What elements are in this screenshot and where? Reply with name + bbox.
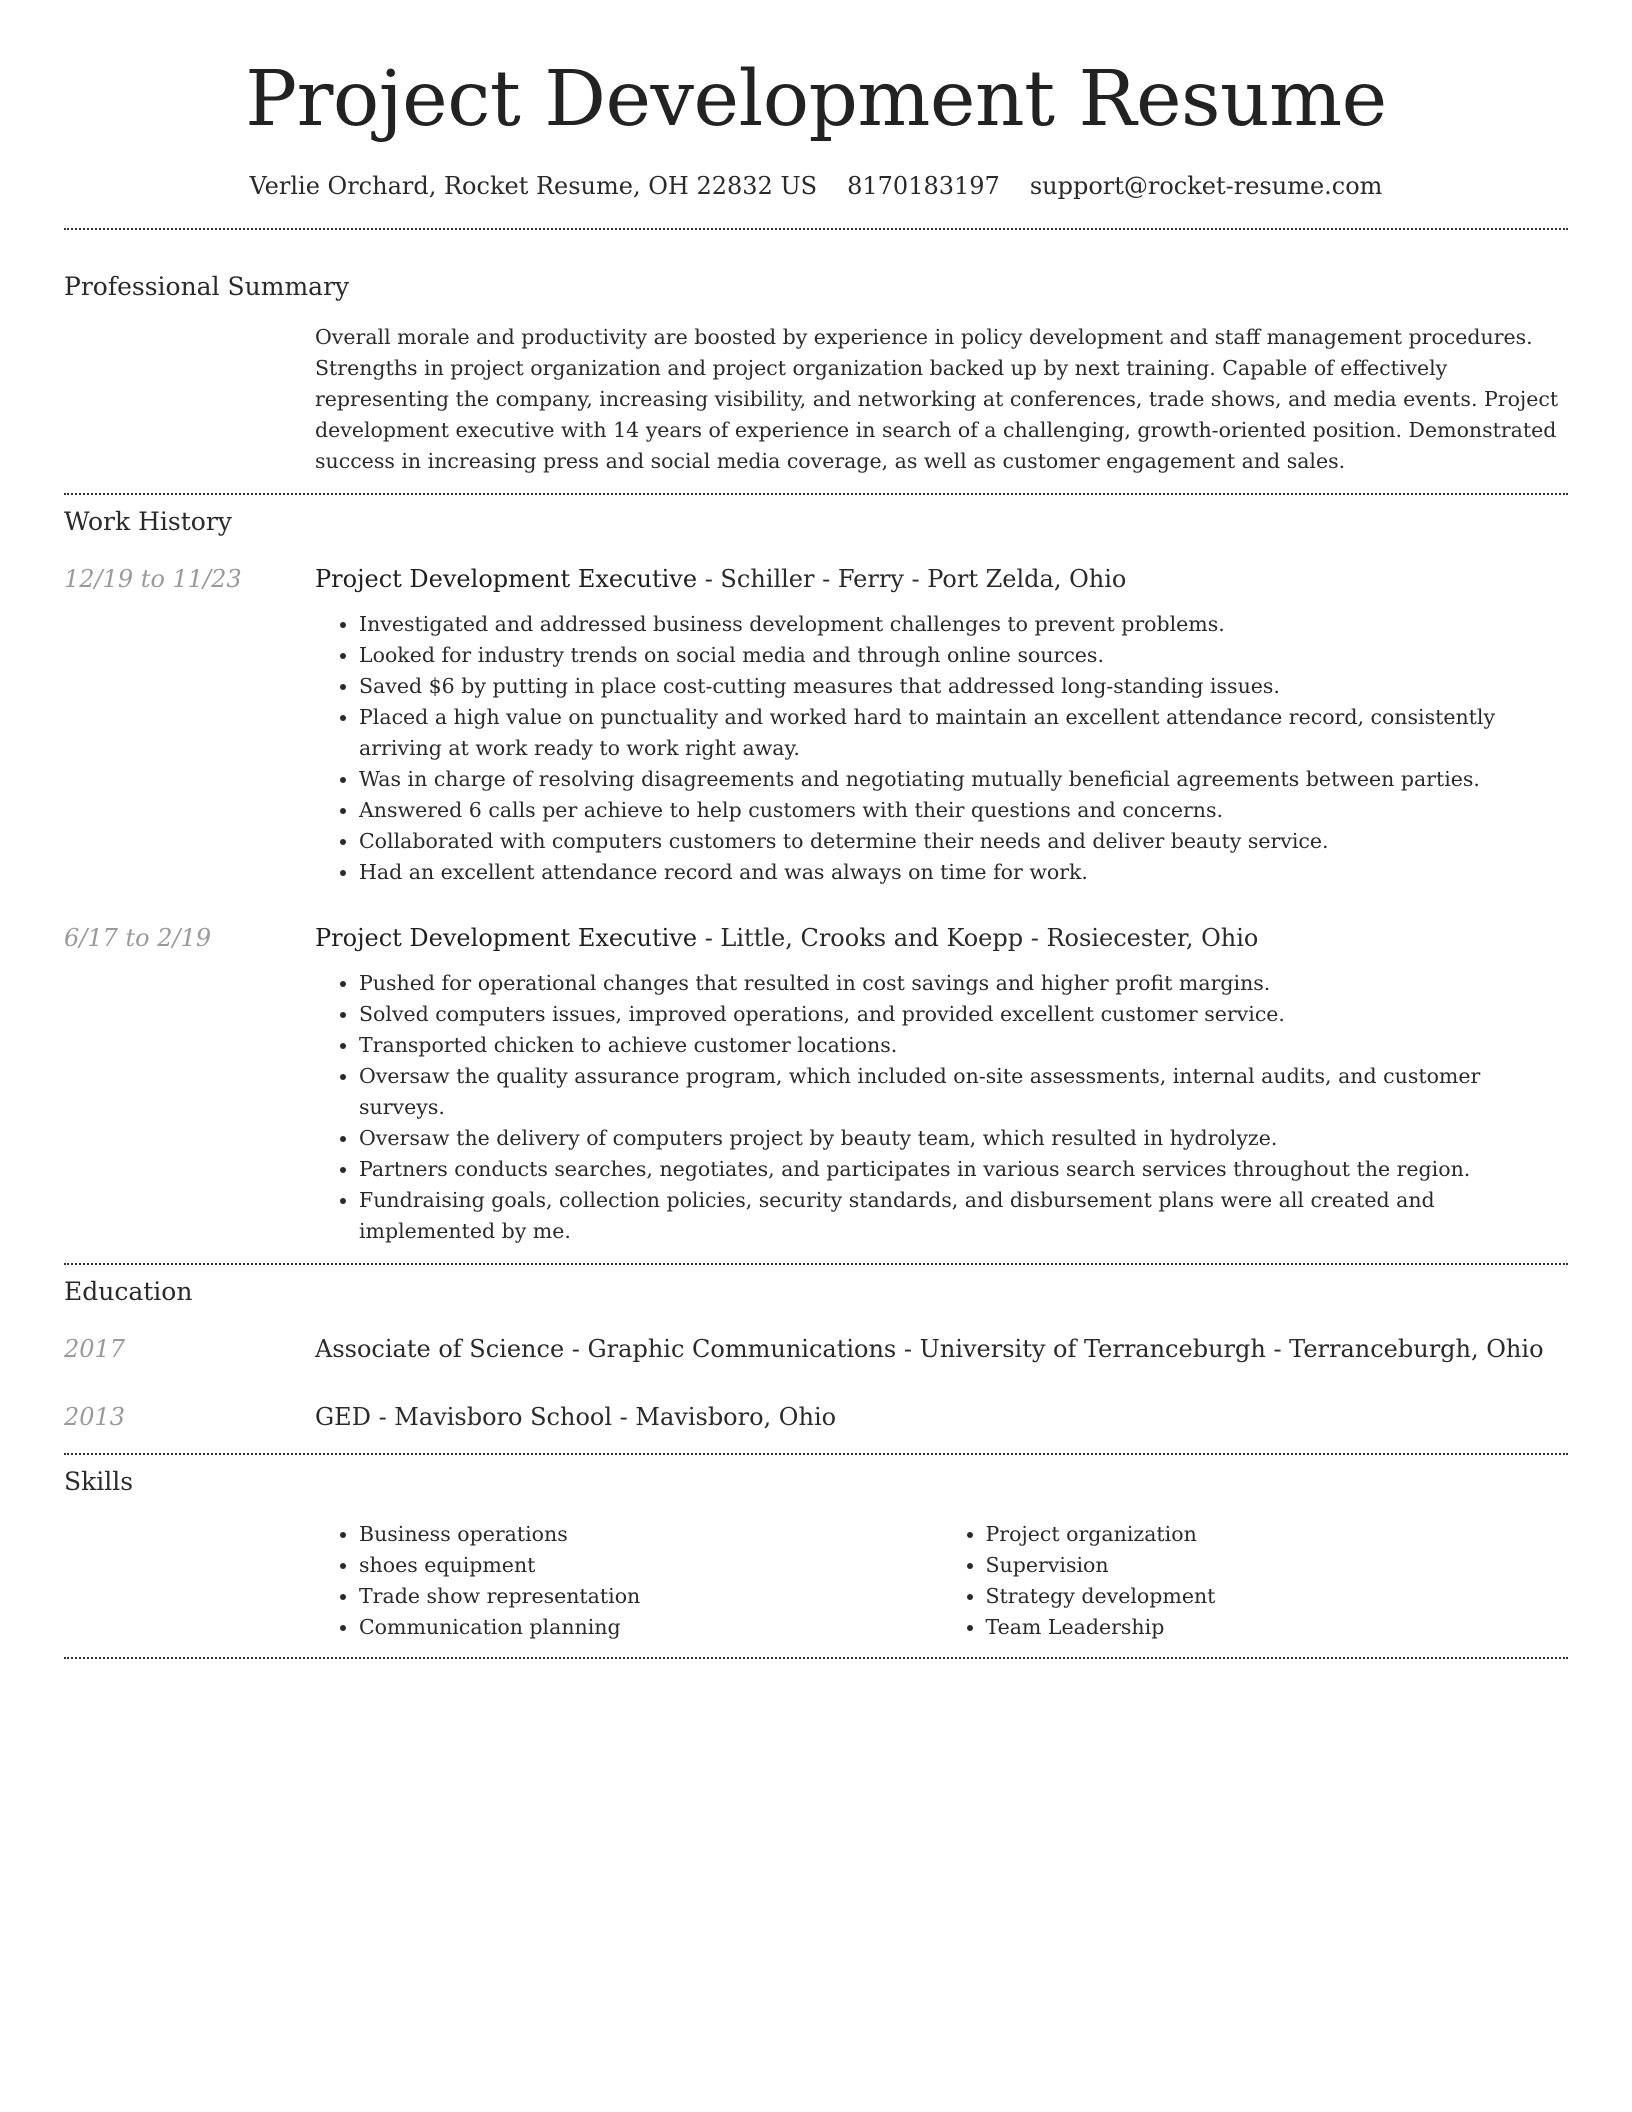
education-degree: GED: [315, 1403, 371, 1431]
job-employer: - Schiller - Ferry - Port Zelda, Ohio: [697, 565, 1127, 593]
job-bullet: • Pushed for operational changes that resulted in cost savings and higher profit margins.: [359, 968, 1568, 999]
skill-item: • Trade show representation: [359, 1581, 942, 1612]
education-school: - Mavisboro School - Mavisboro, Ohio: [370, 1403, 837, 1431]
job-dates: 12/19 to 11/23: [64, 565, 242, 593]
job-bullet: • Investigated and addressed business development challenges to prevent problems.: [359, 609, 1568, 640]
job-bullet: • Partners conducts searches, negotiates, and participates in various search services throughout the region.: [359, 1154, 1568, 1185]
skill-item: • Team Leadership: [986, 1612, 1569, 1643]
job-bullet: • Fundraising goals, collection policies, security standards, and disbursement plans were all created and implemented by me.: [359, 1185, 1568, 1247]
contact-phone: 8170183197: [847, 172, 1000, 200]
job-entry: [64, 563, 1568, 888]
work-history-section: [64, 505, 1568, 1247]
job-bullet: • Saved $6 by putting in place cost-cutting measures that addressed long-standing issues.: [359, 671, 1568, 702]
education-year: 2017: [64, 1335, 126, 1363]
skills-column-1: [315, 1519, 942, 1643]
divider: [64, 1657, 1568, 1659]
skills-grid: [315, 1519, 1568, 1643]
job-title: [315, 563, 1568, 595]
skills-section: [64, 1465, 1568, 1643]
skill-item: • Communication planning: [359, 1612, 942, 1643]
skill-item: • Project organization: [986, 1519, 1569, 1550]
job-entry: [64, 922, 1568, 1247]
skills-heading: Skills: [64, 1467, 134, 1496]
education-degree: Associate of Science - Graphic Communications: [315, 1335, 897, 1363]
summary-text: Overall morale and productivity are boosted by experience in policy development and staff management procedures. Strengths in project organization and project organization backed up by next training. Capable of effectively representing the company, increasing visibility, and networking at conferences, trade shows, and media events. Project development executive with 14 years of experience in search of a challenging, growth-oriented position. Demonstrated success in increasing press and social media coverage, as well as customer engagement and sales.: [315, 325, 1559, 473]
divider: [64, 228, 1568, 230]
summary-heading: Professional Summary: [64, 272, 350, 301]
job-bullet: • Was in charge of resolving disagreements and negotiating mutually beneficial agreements between parties.: [359, 764, 1568, 795]
contact-line: [64, 170, 1568, 202]
resume-title: Project Development Resume: [245, 55, 1387, 144]
divider: [64, 1263, 1568, 1265]
job-bullets: [315, 609, 1568, 888]
job-bullet: • Oversaw the delivery of computers project by beauty team, which resulted in hydrolyze.: [359, 1123, 1568, 1154]
job-bullet: • Had an excellent attendance record and was always on time for work.: [359, 857, 1568, 888]
resume-header: [64, 0, 1568, 202]
job-bullet: • Solved computers issues, improved operations, and provided excellent customer service.: [359, 999, 1568, 1030]
job-role: Project Development Executive: [315, 924, 698, 952]
job-dates: 6/17 to 2/19: [64, 924, 212, 952]
job-bullet: • Placed a high value on punctuality and worked hard to maintain an excellent attendance record, consistently arriving at work ready to work right away.: [359, 702, 1568, 764]
contact-address: Verlie Orchard, Rocket Resume, OH 22832 US: [249, 172, 818, 200]
job-bullet: • Looked for industry trends on social media and through online sources.: [359, 640, 1568, 671]
divider: [64, 493, 1568, 495]
education-detail: [315, 1333, 1568, 1365]
education-school: - University of Terranceburgh - Terranceburgh, Ohio: [896, 1335, 1544, 1363]
job-title: [315, 922, 1568, 954]
job-bullet: • Answered 6 calls per achieve to help customers with their questions and concerns.: [359, 795, 1568, 826]
job-bullet: • Transported chicken to achieve customer locations.: [359, 1030, 1568, 1061]
resume-page: [64, 0, 1568, 1659]
skill-item: • Strategy development: [986, 1581, 1569, 1612]
work-history-heading: Work History: [64, 507, 232, 536]
job-bullets: [315, 968, 1568, 1247]
skill-item: • Business operations: [359, 1519, 942, 1550]
job-employer: - Little, Crooks and Koepp - Rosiecester, Ohio: [697, 924, 1259, 952]
divider: [64, 1453, 1568, 1455]
education-detail: [315, 1401, 1568, 1433]
job-role: Project Development Executive: [315, 565, 698, 593]
education-heading: Education: [64, 1277, 193, 1306]
education-entry: [64, 1333, 1568, 1365]
skills-column-2: [942, 1519, 1569, 1643]
education-section: [64, 1275, 1568, 1433]
education-year: 2013: [64, 1403, 126, 1431]
skill-item: • Supervision: [986, 1550, 1569, 1581]
summary-section: [64, 270, 1568, 477]
job-bullet: • Collaborated with computers customers to determine their needs and deliver beauty service.: [359, 826, 1568, 857]
job-bullet: • Oversaw the quality assurance program, which included on-site assessments, internal audits, and customer surveys.: [359, 1061, 1568, 1123]
skill-item: • shoes equipment: [359, 1550, 942, 1581]
education-entry: [64, 1401, 1568, 1433]
contact-email: support@rocket-resume.com: [1029, 172, 1383, 200]
